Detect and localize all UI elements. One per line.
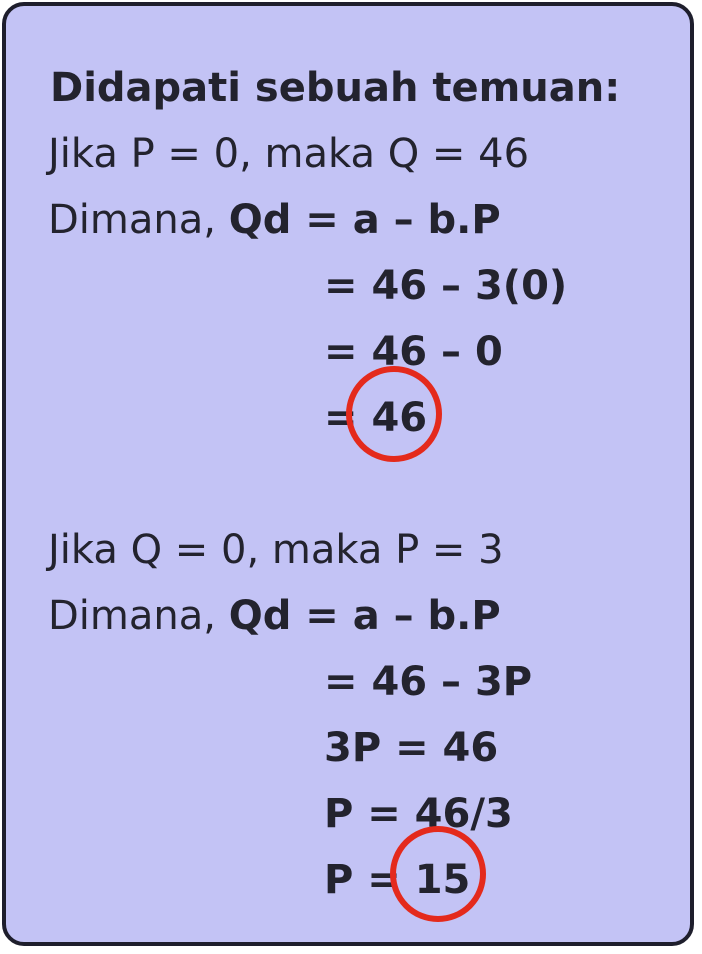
case2-step-2: 3P = 46	[324, 725, 499, 771]
case1-result-eq: =	[324, 395, 372, 441]
case1-step-2: = 46 – 0	[324, 329, 503, 375]
case2-condition: Jika Q = 0, maka P = 3	[48, 527, 504, 573]
case1-result-value: 46	[371, 395, 428, 441]
case2-result-value: 15	[414, 857, 471, 903]
case2-result-eq: P =	[324, 857, 415, 903]
case2-highlight-circle	[390, 826, 486, 922]
case1-condition: Jika P = 0, maka Q = 46	[48, 131, 530, 177]
case2-step-1: = 46 – 3P	[324, 659, 533, 705]
case1-formula-line	[48, 196, 501, 244]
case2-formula-line	[48, 592, 501, 640]
content-card	[2, 2, 694, 946]
case2-formula: Qd = a – b.P	[228, 593, 501, 639]
case2-formula-prefix: Dimana,	[48, 593, 229, 639]
case1-formula-prefix: Dimana,	[48, 197, 229, 243]
case2-step-3: P = 46/3	[324, 791, 513, 837]
case1-formula: Qd = a – b.P	[228, 197, 501, 243]
heading: Didapati sebuah temuan:	[50, 65, 621, 111]
case1-highlight-circle	[346, 366, 442, 462]
case1-step-1: = 46 – 3(0)	[324, 263, 568, 309]
